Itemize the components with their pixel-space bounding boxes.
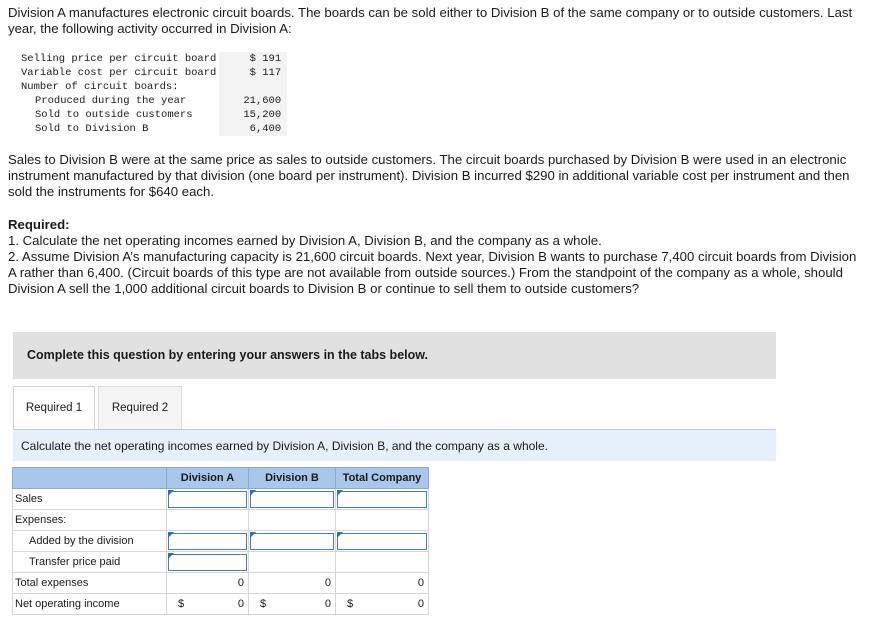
added-label: Added by the division [13, 531, 167, 552]
net-income-division-a-value: 0 [237, 598, 244, 610]
instruction-bar: Complete this question by entering your answers in the tabs below. [13, 332, 776, 379]
net-income-division-b-value: 0 [324, 598, 331, 610]
added-total-company-cell [336, 531, 429, 552]
data-table-value: $ 117 [219, 66, 287, 80]
currency-symbol: $ [260, 598, 267, 610]
net-income-total-company-value: 0 [417, 598, 424, 610]
sales-division-b-input[interactable] [250, 491, 334, 508]
sales-total-company-cell [336, 489, 429, 510]
transfer-label: Transfer price paid [13, 552, 167, 573]
currency-symbol: $ [347, 598, 354, 610]
expenses-total-company-cell [336, 510, 429, 531]
net-income-total-company [336, 594, 429, 615]
sales-division-a-cell [167, 489, 249, 510]
net-income-division-a [167, 594, 249, 615]
transfer-division-a-input[interactable] [168, 554, 247, 571]
total-expenses-label: Total expenses [13, 573, 167, 594]
data-table-value: $ 191 [219, 52, 287, 66]
sales-paragraph: Sales to Division B were at the same price as sales to outside customers. The circuit boards purchased by Division B were used in an electronic instrument manufactured by that division (one board per instrument). Division B incurred $290 in additional variable cost per instrument and then sold the instruments for $640 each. [8, 152, 850, 199]
total-expenses-total-company: 0 [336, 573, 429, 594]
flag-icon [337, 532, 343, 538]
net-income-row [13, 594, 429, 615]
data-table-row [18, 108, 287, 122]
total-expenses-division-a: 0 [167, 573, 249, 594]
flag-icon [250, 532, 256, 538]
header-division-a: Division A [167, 468, 249, 489]
added-row [13, 531, 429, 552]
flag-icon [337, 490, 343, 496]
net-income-division-b [249, 594, 336, 615]
data-table-label: Sold to Division B [35, 123, 149, 135]
flag-icon [250, 490, 256, 496]
tab-instruction: Calculate the net operating incomes earned by Division A, Division B, and the company as a whole. [13, 429, 776, 461]
added-division-a-cell [167, 531, 249, 552]
required-title: Required: [8, 217, 70, 232]
header-blank [13, 468, 167, 489]
net-income-answer-table [12, 467, 429, 615]
flag-icon [168, 553, 174, 559]
expenses-division-b-cell [249, 510, 336, 531]
added-division-b-cell [249, 531, 336, 552]
data-table-row [18, 80, 287, 94]
data-table-label: Variable cost per circuit board [21, 67, 217, 79]
currency-symbol: $ [178, 598, 185, 610]
total-expenses-division-b: 0 [249, 573, 336, 594]
sales-row [13, 489, 429, 510]
header-division-b: Division B [249, 468, 336, 489]
data-table-value: 15,200 [219, 108, 287, 122]
expenses-label: Expenses: [13, 510, 167, 531]
expenses-division-a-cell [167, 510, 249, 531]
data-table-value: 6,400 [219, 122, 287, 136]
sales-total-company-input[interactable] [337, 491, 427, 508]
data-table-label: Produced during the year [35, 95, 187, 107]
intro-paragraph: Division A manufactures electronic circuit boards. The boards can be sold either to Division B of the same company or to outside customers. Last year, the following activity occurred in Division A: [8, 5, 853, 36]
data-table-label: Sold to outside customers [35, 109, 193, 121]
flag-icon [168, 532, 174, 538]
header-row [13, 468, 429, 489]
data-table-value: 21,600 [219, 94, 287, 108]
sales-label: Sales [13, 489, 167, 510]
added-division-b-input[interactable] [250, 533, 334, 550]
transfer-division-b-cell [249, 552, 336, 573]
header-total-company: Total Company [336, 468, 429, 489]
total-expenses-row [13, 573, 429, 594]
data-table-row [18, 122, 287, 136]
sales-division-a-input[interactable] [168, 491, 247, 508]
transfer-row [13, 552, 429, 573]
added-total-company-input[interactable] [337, 533, 427, 550]
activity-data-table [18, 52, 287, 136]
data-table-row [18, 66, 287, 80]
transfer-total-company-cell [336, 552, 429, 573]
added-division-a-input[interactable] [168, 533, 247, 550]
tab-required-2[interactable]: Required 2 [98, 386, 182, 429]
data-table-row [18, 94, 287, 108]
required-item-2: 2. Assume Division A’s manufacturing capacity is 21,600 circuit boards. Next year, Division B wants to purchase 7,400 circuit boards from Division A rather than 6,400. (Circuit boards of this type are not available from outside sources.) From the standpoint of the company as a whole, should Division A sell the 1,000 additional circuit boards to Division B or continue to sell them to outside customers? [8, 249, 857, 296]
flag-icon [168, 490, 174, 496]
transfer-division-a-cell [167, 552, 249, 573]
required-item-1: 1. Calculate the net operating incomes earned by Division A, Division B, and the company as a whole. [8, 233, 602, 248]
required-section [8, 217, 863, 297]
tab-required-1[interactable]: Required 1 [13, 386, 95, 429]
data-table-value [219, 80, 287, 94]
data-table-row [18, 52, 287, 66]
expenses-row [13, 510, 429, 531]
data-table-label: Selling price per circuit board [21, 53, 217, 65]
data-table-label: Number of circuit boards: [21, 81, 179, 93]
sales-division-b-cell [249, 489, 336, 510]
net-income-label: Net operating income [13, 594, 167, 615]
